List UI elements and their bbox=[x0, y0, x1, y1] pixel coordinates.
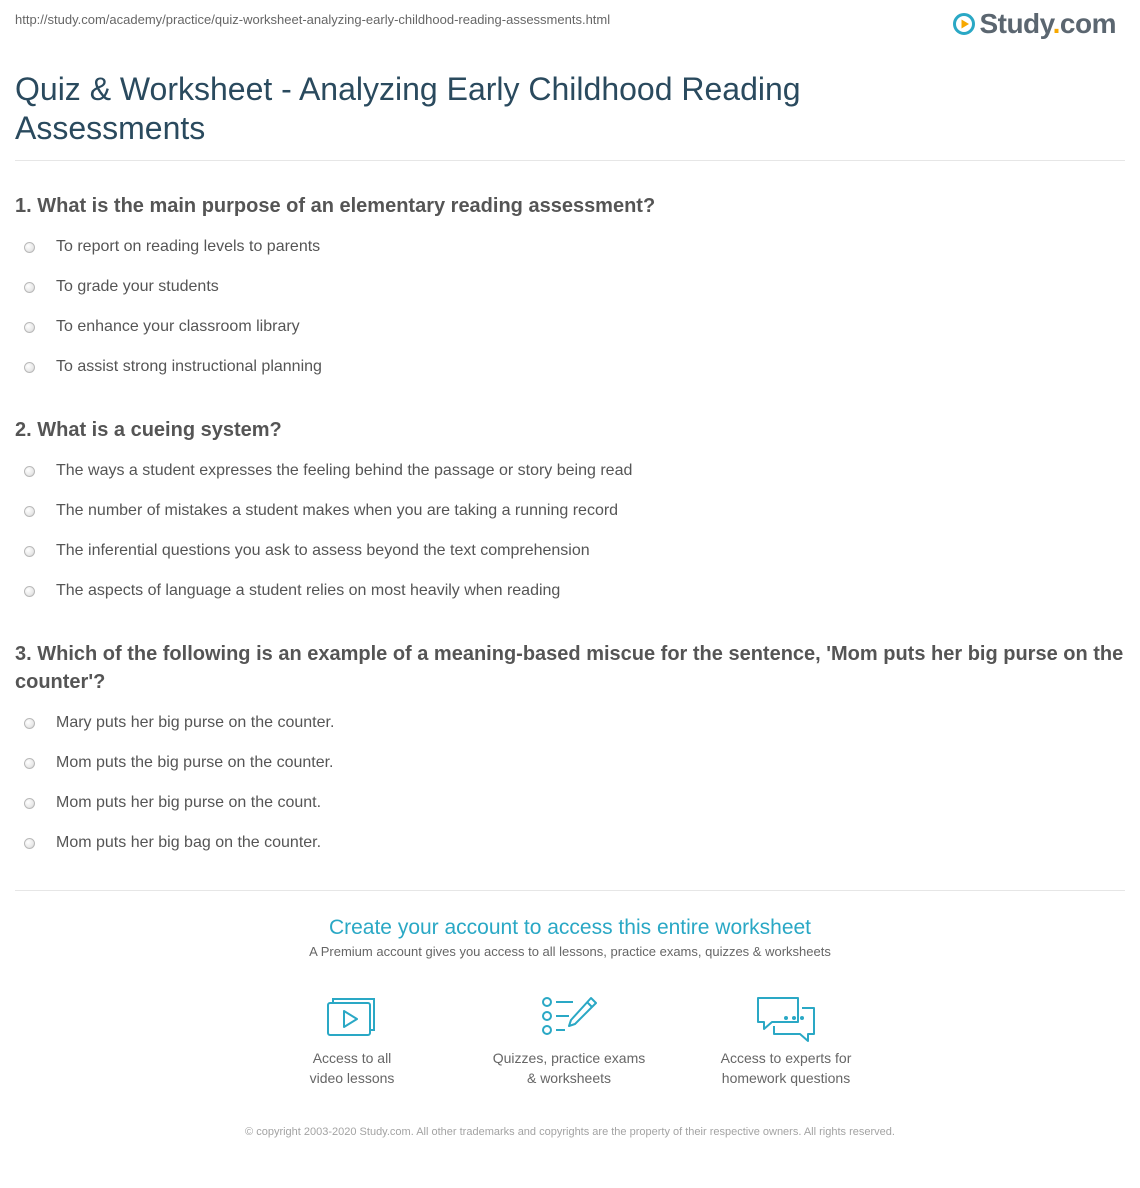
logo-dot: . bbox=[1052, 8, 1060, 39]
radio-button[interactable] bbox=[24, 322, 35, 333]
answer-label: Mom puts the big purse on the counter. bbox=[56, 754, 334, 771]
video-lessons-icon bbox=[326, 994, 378, 1038]
radio-button[interactable] bbox=[24, 758, 35, 769]
answer-label: Mom puts her big purse on the count. bbox=[56, 794, 322, 811]
radio-button[interactable] bbox=[24, 798, 35, 809]
feature-label bbox=[686, 1048, 886, 1088]
study-logo[interactable] bbox=[953, 6, 1116, 42]
radio-button[interactable] bbox=[24, 546, 35, 557]
cta-divider bbox=[15, 890, 1125, 891]
cta-title-link[interactable]: Create your account to access this entire worksheet bbox=[328, 916, 812, 939]
feature-label-line: Access to experts for bbox=[720, 1050, 852, 1066]
logo-name: Study bbox=[979, 8, 1053, 39]
answer-label: To enhance your classroom library bbox=[56, 318, 300, 335]
logo-text bbox=[979, 8, 1116, 40]
answer-option[interactable] bbox=[15, 783, 1125, 823]
title-divider bbox=[15, 160, 1125, 161]
answer-option[interactable] bbox=[15, 347, 1125, 387]
premium-cta bbox=[0, 914, 1140, 959]
radio-button[interactable] bbox=[24, 282, 35, 293]
page-url: http://study.com/academy/practice/quiz-worksheet-analyzing-early-childhood-reading-assessments.html bbox=[15, 12, 611, 27]
radio-button[interactable] bbox=[24, 466, 35, 477]
answer-option[interactable] bbox=[15, 307, 1125, 347]
play-circle-icon bbox=[953, 13, 975, 35]
chat-bubbles-icon bbox=[754, 994, 818, 1044]
radio-button[interactable] bbox=[24, 362, 35, 373]
answer-option[interactable] bbox=[15, 571, 1125, 611]
question-2 bbox=[15, 416, 1125, 611]
answer-options bbox=[15, 227, 1125, 387]
answer-option[interactable] bbox=[15, 227, 1125, 267]
radio-button[interactable] bbox=[24, 586, 35, 597]
answer-label: The inferential questions you ask to assess beyond the text comprehension bbox=[56, 542, 590, 559]
question-3 bbox=[15, 640, 1125, 863]
answer-option[interactable] bbox=[15, 491, 1125, 531]
feature-label-line: video lessons bbox=[309, 1070, 395, 1086]
answer-option[interactable] bbox=[15, 823, 1125, 863]
answer-option[interactable] bbox=[15, 743, 1125, 783]
answer-option[interactable] bbox=[15, 703, 1125, 743]
radio-button[interactable] bbox=[24, 838, 35, 849]
question-1 bbox=[15, 192, 1125, 387]
feature-video-lessons bbox=[252, 994, 452, 1088]
feature-label-line: Access to all bbox=[312, 1050, 392, 1066]
radio-button[interactable] bbox=[24, 506, 35, 517]
answer-option[interactable] bbox=[15, 531, 1125, 571]
feature-label bbox=[469, 1048, 669, 1088]
radio-button[interactable] bbox=[24, 718, 35, 729]
answer-option[interactable] bbox=[15, 267, 1125, 307]
answer-options bbox=[15, 703, 1125, 863]
answer-label: To assist strong instructional planning bbox=[56, 358, 322, 375]
answer-label: The aspects of language a student relies on most heavily when reading bbox=[56, 582, 561, 599]
answer-label: The ways a student expresses the feeling behind the passage or story being read bbox=[56, 462, 633, 479]
answer-label: Mary puts her big purse on the counter. bbox=[56, 714, 335, 731]
copyright-text: © copyright 2003-2020 Study.com. All other trademarks and copyrights are the property of their respective owners. All rights reserved. bbox=[245, 1126, 895, 1138]
answer-options bbox=[15, 451, 1125, 611]
feature-label-line: homework questions bbox=[721, 1070, 851, 1086]
question-text: 1. What is the main purpose of an elementary reading assessment? bbox=[15, 195, 656, 217]
answer-label: To report on reading levels to parents bbox=[56, 238, 321, 255]
radio-button[interactable] bbox=[24, 242, 35, 253]
quiz-checklist-icon bbox=[541, 994, 597, 1038]
feature-label-line: Quizzes, practice exams bbox=[492, 1050, 646, 1066]
answer-label: Mom puts her big bag on the counter. bbox=[56, 834, 322, 851]
feature-label-line: & worksheets bbox=[526, 1070, 612, 1086]
answer-label: To grade your students bbox=[56, 278, 219, 295]
question-text: 2. What is a cueing system? bbox=[15, 419, 282, 441]
logo-tld: com bbox=[1059, 8, 1116, 39]
question-text: 3. Which of the following is an example of a meaning-based miscue for the sentence, 'Mom puts her big purse on the counter'? bbox=[15, 643, 1124, 693]
feature-experts bbox=[686, 994, 886, 1088]
feature-list bbox=[0, 994, 1140, 1104]
answer-label: The number of mistakes a student makes when you are taking a running record bbox=[56, 502, 619, 519]
feature-label bbox=[252, 1048, 452, 1088]
answer-option[interactable] bbox=[15, 451, 1125, 491]
cta-subtitle: A Premium account gives you access to all lessons, practice exams, quizzes & worksheets bbox=[309, 944, 831, 959]
page-title: Quiz & Worksheet - Analyzing Early Childhood Reading Assessments bbox=[15, 71, 801, 146]
feature-quizzes bbox=[469, 994, 669, 1088]
